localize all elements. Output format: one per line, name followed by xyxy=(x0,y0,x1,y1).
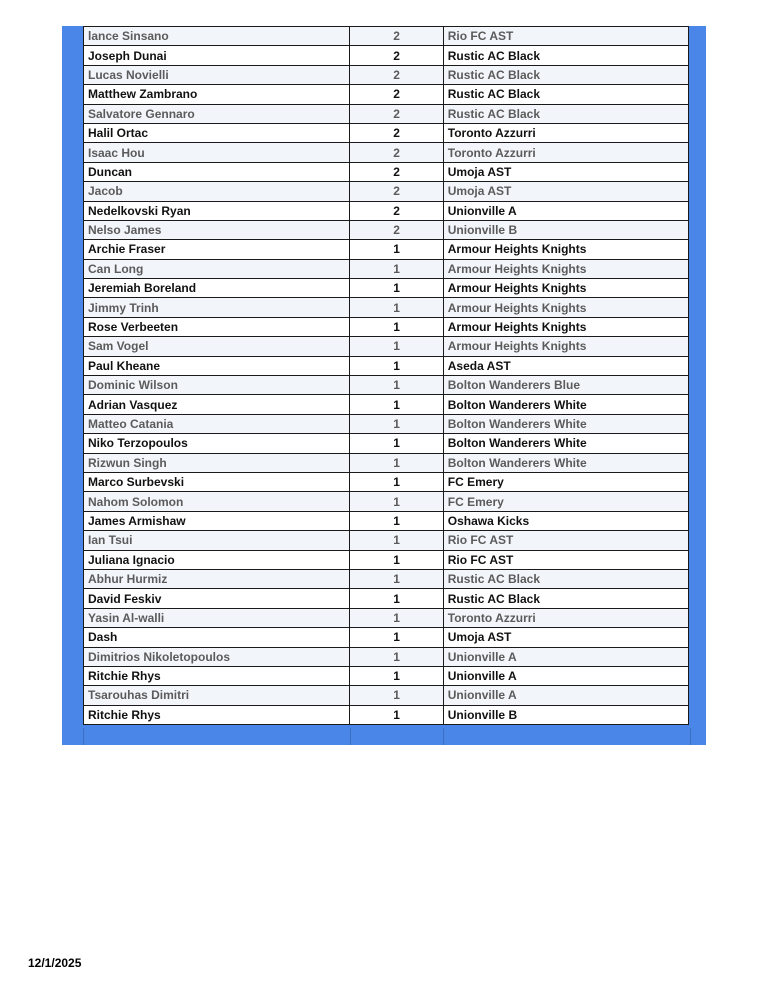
table-row xyxy=(84,531,689,550)
team-cell: Unionville A xyxy=(443,686,688,705)
table-row xyxy=(84,220,689,239)
team-cell: Rustic AC Black xyxy=(443,104,688,123)
team-cell: Bolton Wanderers White xyxy=(443,453,688,472)
table-row xyxy=(84,492,689,511)
player-name-cell: Nedelkovski Ryan xyxy=(84,201,350,220)
goals-cell: 1 xyxy=(350,434,443,453)
player-name-cell: Duncan xyxy=(84,162,350,181)
team-cell: Bolton Wanderers White xyxy=(443,395,688,414)
team-cell: Bolton Wanderers Blue xyxy=(443,376,688,395)
table-row xyxy=(84,628,689,647)
player-name-cell: Nelso James xyxy=(84,220,350,239)
empty-blue-row xyxy=(83,728,691,745)
table-row xyxy=(84,46,689,65)
player-name-cell: Tsarouhas Dimitri xyxy=(84,686,350,705)
goals-cell: 1 xyxy=(350,628,443,647)
goals-cell: 2 xyxy=(350,27,443,46)
player-name-cell: David Feskiv xyxy=(84,589,350,608)
table-row xyxy=(84,453,689,472)
team-cell: Armour Heights Knights xyxy=(443,317,688,336)
table-row xyxy=(84,337,689,356)
team-cell: Rio FC AST xyxy=(443,550,688,569)
goals-cell: 1 xyxy=(350,550,443,569)
goals-cell: 2 xyxy=(350,182,443,201)
player-name-cell: Juliana Ignacio xyxy=(84,550,350,569)
goals-cell: 2 xyxy=(350,201,443,220)
team-cell: FC Emery xyxy=(443,472,688,491)
team-cell: Armour Heights Knights xyxy=(443,259,688,278)
goals-cell: 2 xyxy=(350,123,443,142)
table-row xyxy=(84,569,689,588)
table-row xyxy=(84,123,689,142)
team-cell: Toronto Azzurri xyxy=(443,608,688,627)
team-cell: Bolton Wanderers White xyxy=(443,414,688,433)
table-row xyxy=(84,686,689,705)
player-name-cell: Paul Kheane xyxy=(84,356,350,375)
table-row xyxy=(84,434,689,453)
print-date: 12/1/2025 xyxy=(28,956,82,970)
table-row xyxy=(84,705,689,724)
goals-cell: 1 xyxy=(350,647,443,666)
player-name-cell: Jimmy Trinh xyxy=(84,298,350,317)
goals-cell: 1 xyxy=(350,453,443,472)
goals-cell: 2 xyxy=(350,220,443,239)
goals-cell: 1 xyxy=(350,531,443,550)
table-row xyxy=(84,317,689,336)
team-cell: Rustic AC Black xyxy=(443,46,688,65)
goals-cell: 1 xyxy=(350,395,443,414)
player-name-cell: Nahom Solomon xyxy=(84,492,350,511)
team-cell: Aseda AST xyxy=(443,356,688,375)
goals-cell: 1 xyxy=(350,317,443,336)
player-name-cell: Rizwun Singh xyxy=(84,453,350,472)
team-cell: Rustic AC Black xyxy=(443,569,688,588)
column-divider xyxy=(443,728,444,745)
team-cell: Unionville A xyxy=(443,201,688,220)
team-cell: Armour Heights Knights xyxy=(443,337,688,356)
player-name-cell: Ritchie Rhys xyxy=(84,666,350,685)
table-row xyxy=(84,550,689,569)
goals-cell: 1 xyxy=(350,589,443,608)
goals-cell: 2 xyxy=(350,104,443,123)
goals-cell: 1 xyxy=(350,279,443,298)
table-row xyxy=(84,104,689,123)
team-cell: FC Emery xyxy=(443,492,688,511)
player-name-cell: Niko Terzopoulos xyxy=(84,434,350,453)
player-name-cell: Joseph Dunai xyxy=(84,46,350,65)
goals-cell: 2 xyxy=(350,65,443,84)
table-row xyxy=(84,395,689,414)
player-name-cell: Dash xyxy=(84,628,350,647)
table-row xyxy=(84,27,689,46)
spreadsheet-page xyxy=(62,26,706,745)
table-row xyxy=(84,182,689,201)
player-name-cell: Lucas Novielli xyxy=(84,65,350,84)
player-name-cell: Halil Ortac xyxy=(84,123,350,142)
player-name-cell: Matteo Catania xyxy=(84,414,350,433)
table-row xyxy=(84,65,689,84)
player-name-cell: Jeremiah Boreland xyxy=(84,279,350,298)
team-cell: Unionville A xyxy=(443,647,688,666)
team-cell: Rio FC AST xyxy=(443,27,688,46)
goals-cell: 1 xyxy=(350,705,443,724)
table-body xyxy=(84,27,689,725)
goals-cell: 1 xyxy=(350,472,443,491)
player-name-cell: Jacob xyxy=(84,182,350,201)
player-name-cell: Ritchie Rhys xyxy=(84,705,350,724)
player-name-cell: Sam Vogel xyxy=(84,337,350,356)
team-cell: Armour Heights Knights xyxy=(443,240,688,259)
team-cell: Toronto Azzurri xyxy=(443,143,688,162)
team-cell: Unionville B xyxy=(443,220,688,239)
team-cell: Rustic AC Black xyxy=(443,589,688,608)
team-cell: Umoja AST xyxy=(443,182,688,201)
goals-cell: 1 xyxy=(350,686,443,705)
table-row xyxy=(84,647,689,666)
goals-cell: 1 xyxy=(350,608,443,627)
table-row xyxy=(84,298,689,317)
player-name-cell: Salvatore Gennaro xyxy=(84,104,350,123)
table-row xyxy=(84,201,689,220)
table-row xyxy=(84,279,689,298)
goals-cell: 1 xyxy=(350,298,443,317)
player-name-cell: Dominic Wilson xyxy=(84,376,350,395)
table-row xyxy=(84,143,689,162)
team-cell: Armour Heights Knights xyxy=(443,279,688,298)
column-divider xyxy=(350,728,351,745)
goals-cell: 2 xyxy=(350,143,443,162)
goals-cell: 2 xyxy=(350,162,443,181)
player-name-cell: Adrian Vasquez xyxy=(84,395,350,414)
team-cell: Rustic AC Black xyxy=(443,85,688,104)
scorers-table xyxy=(83,26,689,725)
player-name-cell: Can Long xyxy=(84,259,350,278)
player-name-cell: Dimitrios Nikoletopoulos xyxy=(84,647,350,666)
player-name-cell: Matthew Zambrano xyxy=(84,85,350,104)
team-cell: Armour Heights Knights xyxy=(443,298,688,317)
team-cell: Umoja AST xyxy=(443,162,688,181)
team-cell: Umoja AST xyxy=(443,628,688,647)
goals-cell: 1 xyxy=(350,569,443,588)
goals-cell: 2 xyxy=(350,46,443,65)
table-row xyxy=(84,356,689,375)
goals-cell: 1 xyxy=(350,492,443,511)
player-name-cell: Ian Tsui xyxy=(84,531,350,550)
player-name-cell: lance Sinsano xyxy=(84,27,350,46)
table-row xyxy=(84,511,689,530)
team-cell: Oshawa Kicks xyxy=(443,511,688,530)
table-row xyxy=(84,472,689,491)
goals-cell: 1 xyxy=(350,511,443,530)
player-name-cell: Isaac Hou xyxy=(84,143,350,162)
goals-cell: 2 xyxy=(350,85,443,104)
team-cell: Bolton Wanderers White xyxy=(443,434,688,453)
table-row xyxy=(84,85,689,104)
player-name-cell: Archie Fraser xyxy=(84,240,350,259)
goals-cell: 1 xyxy=(350,259,443,278)
team-cell: Rio FC AST xyxy=(443,531,688,550)
goals-cell: 1 xyxy=(350,240,443,259)
team-cell: Rustic AC Black xyxy=(443,65,688,84)
player-name-cell: Abhur Hurmiz xyxy=(84,569,350,588)
table-row xyxy=(84,589,689,608)
player-name-cell: Rose Verbeeten xyxy=(84,317,350,336)
table-row xyxy=(84,666,689,685)
table-row xyxy=(84,376,689,395)
player-name-cell: James Armishaw xyxy=(84,511,350,530)
goals-cell: 1 xyxy=(350,414,443,433)
goals-cell: 1 xyxy=(350,376,443,395)
table-row xyxy=(84,414,689,433)
goals-cell: 1 xyxy=(350,666,443,685)
team-cell: Toronto Azzurri xyxy=(443,123,688,142)
table-row xyxy=(84,162,689,181)
player-name-cell: Marco Surbevski xyxy=(84,472,350,491)
goals-cell: 1 xyxy=(350,337,443,356)
table-row xyxy=(84,608,689,627)
player-name-cell: Yasin Al-walli xyxy=(84,608,350,627)
team-cell: Unionville B xyxy=(443,705,688,724)
goals-cell: 1 xyxy=(350,356,443,375)
table-row xyxy=(84,240,689,259)
team-cell: Unionville A xyxy=(443,666,688,685)
table-row xyxy=(84,259,689,278)
